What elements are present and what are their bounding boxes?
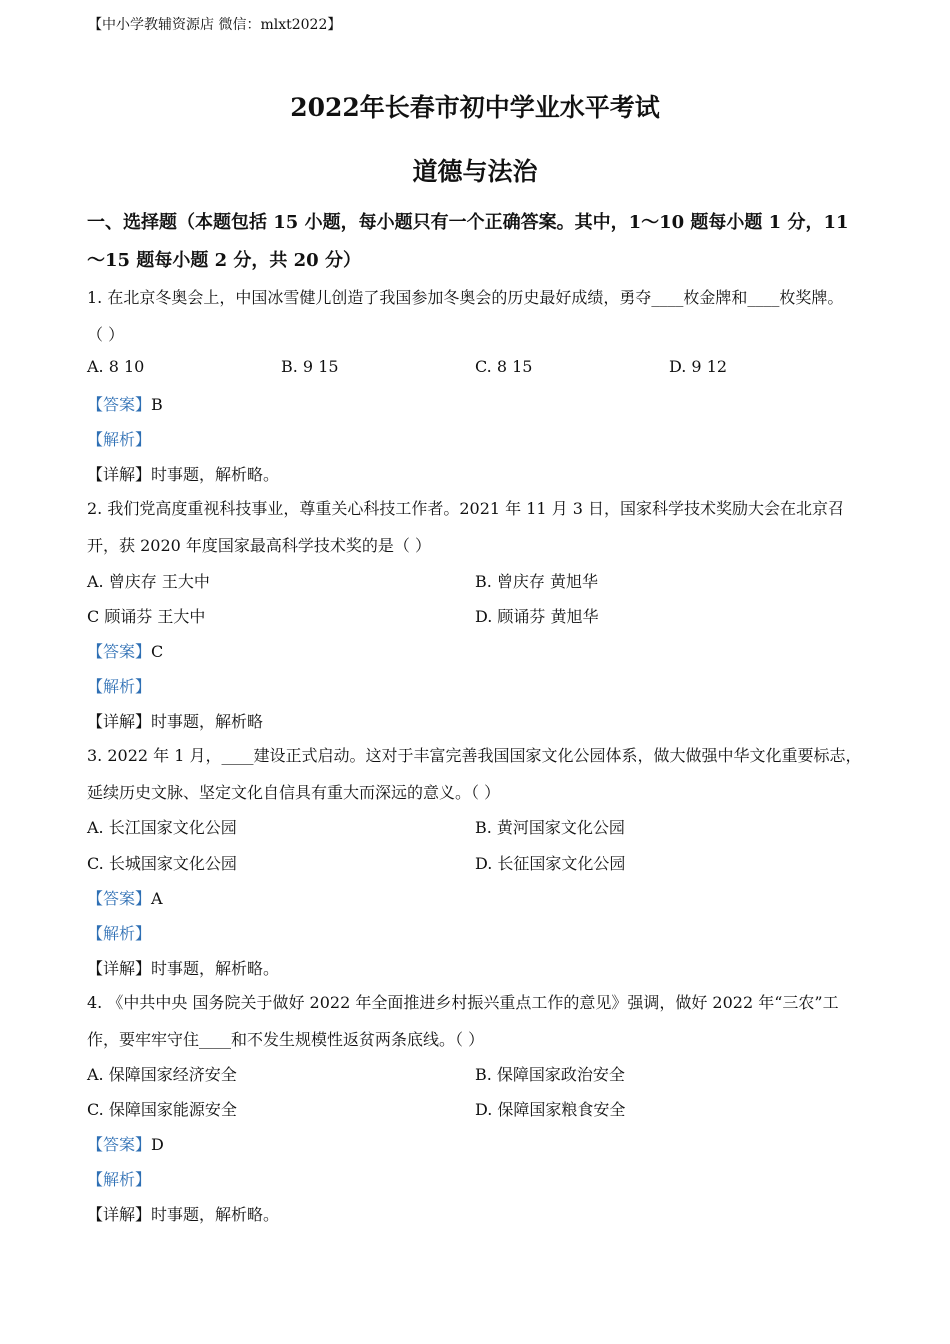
- question-4-analysis-label: 【解析】: [87, 1170, 152, 1189]
- question-1-option-b: B. 9 15: [281, 357, 339, 376]
- question-3-answer: [87, 886, 882, 909]
- question-3-detail: 【详解】时事题，解析略。: [87, 959, 280, 978]
- answer-label: 答案: [103, 395, 136, 414]
- answer-label: 答案: [103, 642, 136, 661]
- question-2-option-d: D. 顾诵芬 黄旭华: [475, 607, 599, 626]
- section-heading-line2: ～15 题每小题 2 分，共 20 分）: [87, 250, 361, 271]
- answer-label: 答案: [103, 1135, 136, 1154]
- answer-bracket-open: 【: [87, 395, 104, 414]
- answer-value: C: [151, 642, 164, 661]
- answer-bracket-close: 】: [135, 1135, 152, 1154]
- question-3-option-b: B. 黄河国家文化公园: [475, 818, 625, 837]
- answer-value: A: [151, 889, 163, 908]
- question-3-stem-line1: 3. 2022 年 1 月，____建设正式启动。这对于丰富完善我国国家文化公园体系，做大做强中华文化重要标志，: [87, 746, 862, 765]
- answer-value: B: [151, 395, 163, 414]
- question-3-option-d: D. 长征国家文化公园: [475, 854, 626, 873]
- answer-bracket-close: 】: [135, 642, 152, 661]
- question-2-analysis-label: 【解析】: [87, 677, 152, 696]
- question-2-answer: [87, 639, 882, 662]
- question-2-option-c: C 顾诵芬 王大中: [87, 607, 206, 626]
- question-1-analysis-label: 【解析】: [87, 430, 152, 449]
- question-2-option-b: B. 曾庆存 黄旭华: [475, 572, 599, 591]
- header-note: 【中小学教辅资源店 微信：mlxt2022】: [88, 17, 342, 33]
- question-2-stem-line1: 2. 我们党高度重视科技事业，尊重关心科技工作者。2021 年 11 月 3 日，国家科学技术奖励大会在北京召: [87, 499, 845, 518]
- question-1-stem-line1: 1. 在北京冬奥会上，中国冰雪健儿创造了我国参加冬奥会的历史最好成绩，勇夺____枚金牌和____枚奖牌。: [87, 288, 844, 307]
- question-4-stem-line1: 4. 《中共中央 国务院关于做好 2022 年全面推进乡村振兴重点工作的意见》强调，做好 2022 年“三农”工: [87, 993, 839, 1012]
- question-3-option-a: A. 长江国家文化公园: [87, 818, 237, 837]
- question-4-option-a: A. 保障国家经济安全: [87, 1065, 237, 1084]
- question-3-option-c: C. 长城国家文化公园: [87, 854, 237, 873]
- answer-bracket-open: 【: [87, 642, 104, 661]
- question-2-detail: 【详解】时事题，解析略: [87, 712, 264, 731]
- question-4-option-c: C. 保障国家能源安全: [87, 1100, 237, 1119]
- answer-bracket-close: 】: [135, 395, 152, 414]
- question-4-answer: [87, 1132, 882, 1155]
- question-1-option-c: C. 8 15: [475, 357, 533, 376]
- question-1-option-a: A. 8 10: [87, 357, 145, 376]
- answer-bracket-close: 】: [135, 889, 152, 908]
- question-1-answer: [87, 392, 882, 415]
- page-title: 2022年长春市初中学业水平考试: [290, 93, 660, 122]
- question-4-detail: 【详解】时事题，解析略。: [87, 1205, 280, 1224]
- question-2-stem-line2: 开，获 2020 年度国家最高科学技术奖的是（ ）: [87, 536, 431, 555]
- answer-bracket-open: 【: [87, 1135, 104, 1154]
- question-4-stem-line2: 作，要牢牢守住____和不发生规模性返贫两条底线。（ ）: [87, 1030, 485, 1049]
- subject-title: 道德与法治: [412, 157, 538, 186]
- question-1-option-d: D. 9 12: [669, 357, 728, 376]
- question-4-option-b: B. 保障国家政治安全: [475, 1065, 625, 1084]
- question-1-detail: 【详解】时事题，解析略。: [87, 465, 280, 484]
- answer-label: 答案: [103, 889, 136, 908]
- answer-value: D: [151, 1135, 164, 1154]
- question-1-stem-line2: （ ）: [87, 325, 125, 344]
- section-heading-line1: 一、选择题（本题包括 15 小题，每小题只有一个正确答案。其中，1～10 题每小题 1 分，11: [87, 212, 849, 233]
- question-3-analysis-label: 【解析】: [87, 924, 152, 943]
- question-4-option-d: D. 保障国家粮食安全: [475, 1100, 626, 1119]
- question-3-stem-line2: 延续历史文脉、坚定文化自信具有重大而深远的意义。（ ）: [87, 783, 501, 802]
- question-2-option-a: A. 曾庆存 王大中: [87, 572, 210, 591]
- answer-bracket-open: 【: [87, 889, 104, 908]
